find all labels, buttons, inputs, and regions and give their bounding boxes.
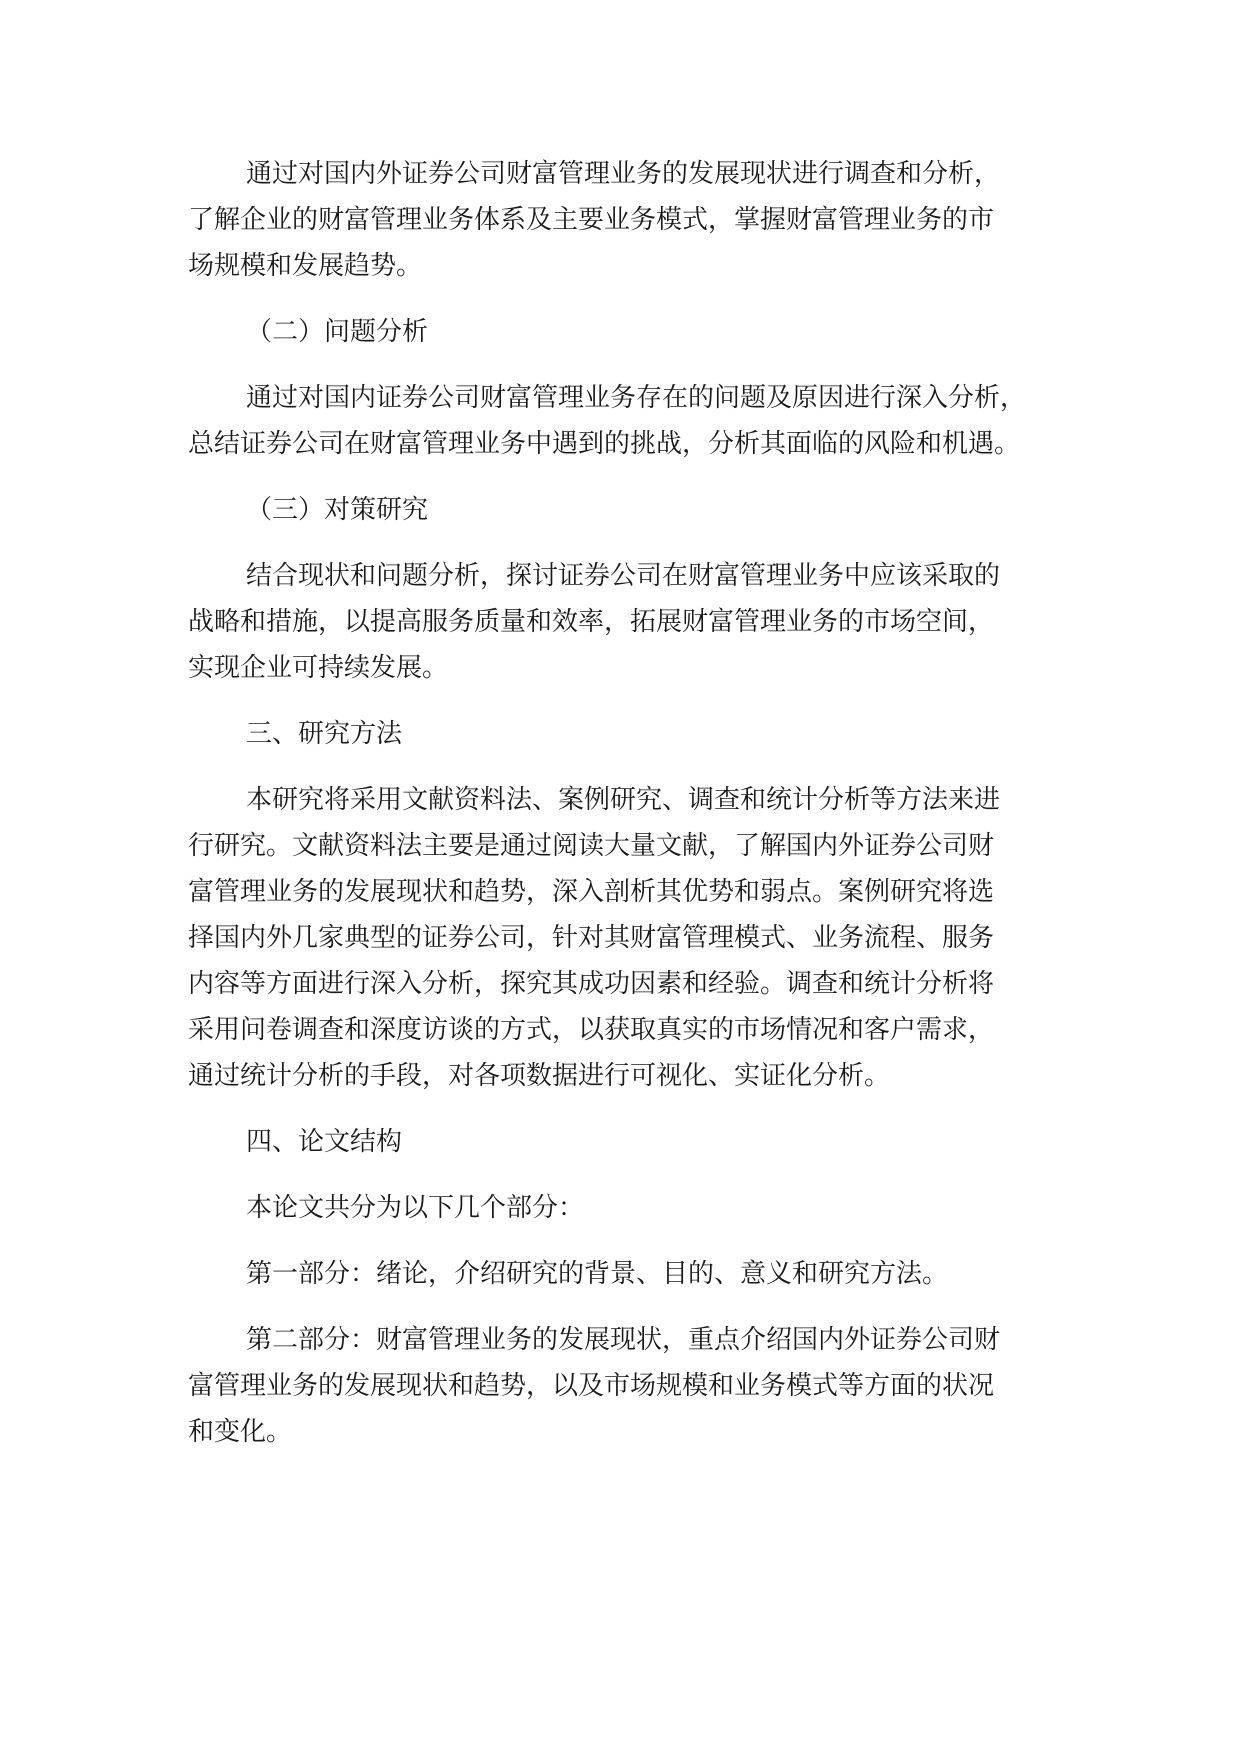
paragraph-line: 内容等方面进行深入分析，探究其成功因素和经验。调查和统计分析将 [188,969,995,999]
paragraph-line: 择国内外几家典型的证券公司，针对其财富管理模式、业务流程、服务 [188,923,995,953]
paragraph-3 [188,553,1088,691]
paragraph-line: 实现企业可持续发展。 [188,653,449,683]
paragraph-line: 通过统计分析的手段，对各项数据进行可视化、实证化分析。 [188,1061,891,1091]
paragraph-line: 和变化。 [188,1417,293,1447]
paragraph-line: 通过对国内外证券公司财富管理业务的发展现状进行调查和分析， [246,159,1001,189]
paragraph-line: 第二部分：财富管理业务的发展现状，重点介绍国内外证券公司财 [246,1325,1001,1355]
document-body [188,151,1088,1475]
paragraph-line: 战略和措施，以提高服务质量和效率，拓展财富管理业务的市场空间， [188,607,995,637]
paragraph-line: 行研究。文献资料法主要是通过阅读大量文献，了解国内外证券公司财 [188,831,995,861]
paragraph-4 [188,777,1088,1099]
paragraph-line: 富管理业务的发展现状和趋势，深入剖析其优势和弱点。案例研究将选 [188,877,995,907]
paragraph-line: 富管理业务的发展现状和趋势，以及市场规模和业务模式等方面的状况 [188,1371,995,1401]
paragraph-line: 本论文共分为以下几个部分： [246,1193,585,1223]
section-heading-countermeasures: （三）对策研究 [246,495,429,525]
section-heading-problem-analysis: （二）问题分析 [246,317,429,347]
paragraph-line: 场规模和发展趋势。 [188,251,423,281]
paragraph-line: 通过对国内证券公司财富管理业务存在的问题及原因进行深入分析， [246,383,1027,413]
paragraph-line: 第一部分：绪论，介绍研究的背景、目的、意义和研究方法。 [246,1259,949,1289]
paragraph-6 [188,1251,1088,1297]
section-heading-research-methods: 三、研究方法 [246,719,403,749]
paragraph-line: 了解企业的财富管理业务体系及主要业务模式，掌握财富管理业务的市 [188,205,995,235]
section-heading-thesis-structure: 四、论文结构 [246,1127,403,1157]
paragraph-2 [188,375,1088,467]
paragraph-line: 总结证券公司在财富管理业务中遇到的挑战，分析其面临的风险和机遇。 [188,429,1021,459]
paragraph-5 [188,1185,1088,1231]
paragraph-1 [188,151,1088,289]
paragraph-line: 采用问卷调查和深度访谈的方式，以获取真实的市场情况和客户需求， [188,1015,995,1045]
paragraph-7 [188,1317,1088,1455]
paragraph-line: 结合现状和问题分析，探讨证券公司在财富管理业务中应该采取的 [246,561,1001,591]
paragraph-line: 本研究将采用文献资料法、案例研究、调查和统计分析等方法来进 [246,785,1001,815]
